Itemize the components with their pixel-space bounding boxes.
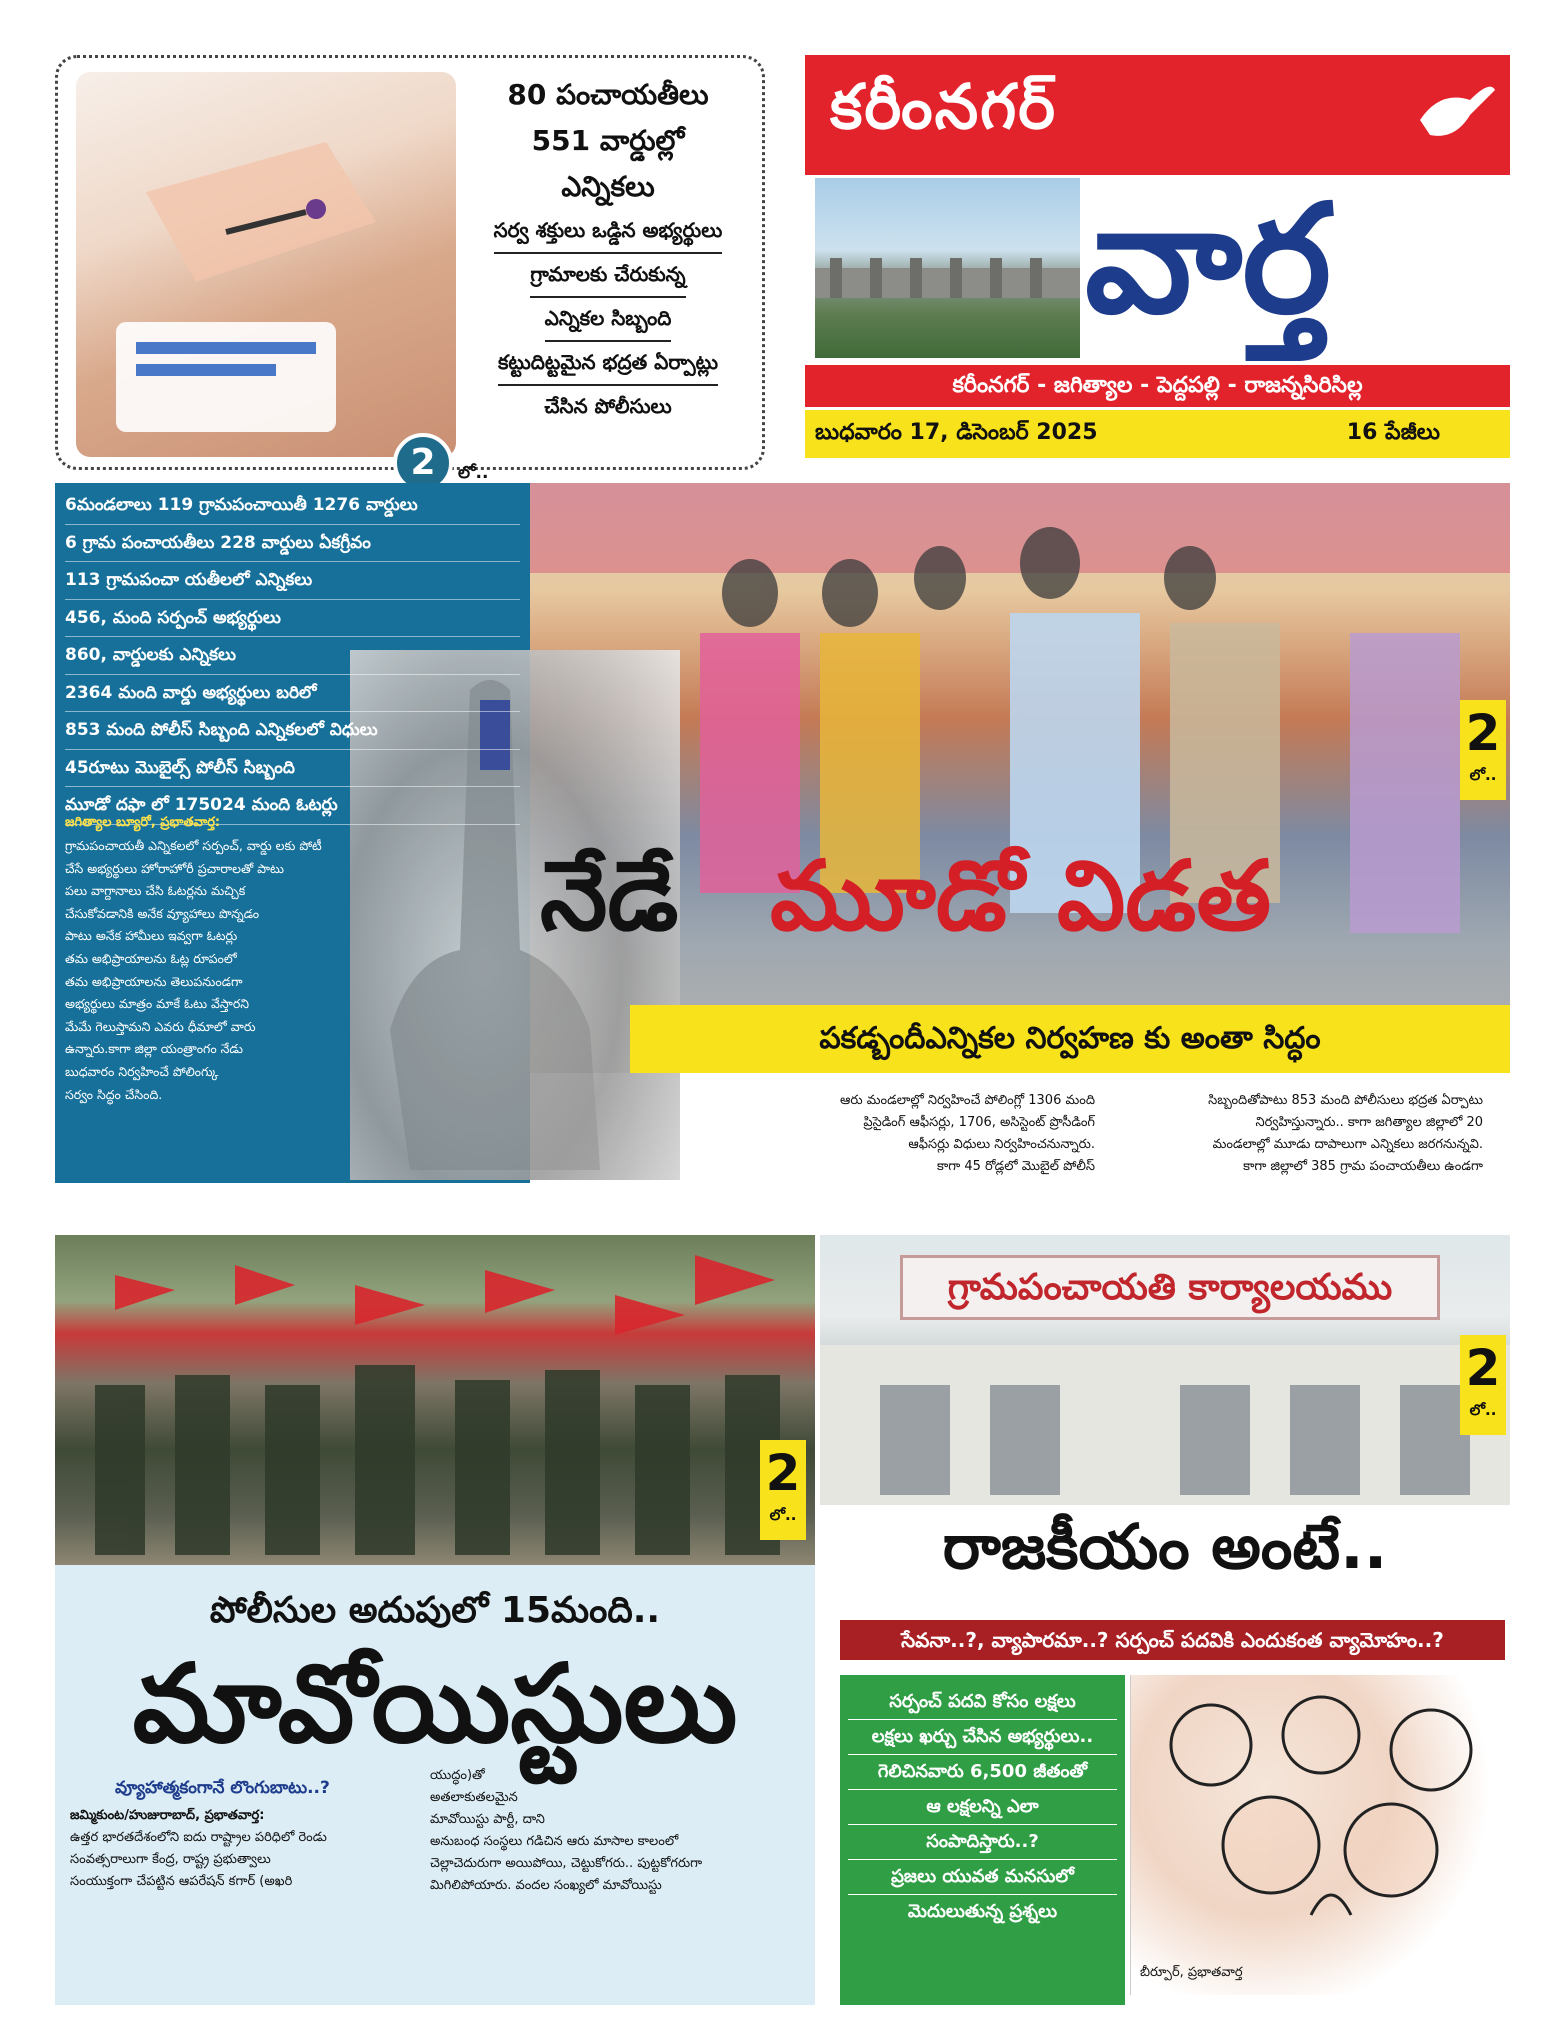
politicians-cartoon bbox=[1130, 1675, 1510, 1995]
green-line: లక్షలు ఖర్చు చేసిన అభ్యర్థులు.. bbox=[848, 1720, 1117, 1755]
stat-line: మూడో దఫా లో 175024 మంది ఓటర్లు bbox=[65, 787, 520, 825]
body-line: తమ అభిప్రాయాలను ఓట్ల రూపంలో bbox=[65, 950, 237, 966]
body-line: యుద్ధం)తో bbox=[430, 1768, 485, 1783]
stat-line: 2364 మంది వార్డు అభ్యర్థులు బరిలో bbox=[65, 675, 520, 713]
teaser-line: గ్రామాలకు చేరుకున్న bbox=[463, 254, 753, 298]
body-line: అతలాకుతలమైన bbox=[430, 1790, 518, 1805]
body-line: మిగిలిపోయారు. వందల సంఖ్యలో మావోయిస్టు bbox=[430, 1878, 662, 1893]
green-line: గెలిచినవారు 6,500 జీతంతో bbox=[848, 1755, 1117, 1790]
badge-number: 2 bbox=[1465, 704, 1501, 762]
politics-green-box bbox=[840, 1675, 1125, 2005]
body-line: చెల్లాచెదురుగా అయిపోయి, చెట్టుకోగరు.. పుట్టకోగరుగా bbox=[430, 1856, 703, 1871]
body-line: ఆరు మండలాల్లో నిర్వహించే పోలింగ్లో 1306 మంది bbox=[840, 1093, 1095, 1108]
teaser-line: ఎన్నికల సిబ్బంది bbox=[463, 298, 753, 342]
stat-line: 456, మంది సర్పంచ్ అభ్యర్థులు bbox=[65, 600, 520, 638]
body-line: సర్వం సిద్ధం చేసింది. bbox=[65, 1086, 163, 1102]
body-line: మావోయిస్టు పార్టీ, దాని bbox=[430, 1812, 545, 1827]
body-line: పలు వాగ్దానాలు చేసి ఓటర్లను మచ్చిక bbox=[65, 883, 246, 899]
politics-headline: రాజకీయం అంటే.. bbox=[942, 1510, 1388, 1583]
page-ref-label: లో.. bbox=[458, 463, 489, 483]
body-line: నిర్వహిస్తున్నారు.. కాగా జగిత్యాల జిల్లాలో 20 bbox=[1255, 1115, 1483, 1130]
stat-line: 860, వార్డులకు ఎన్నికలు bbox=[65, 637, 520, 675]
masthead-title: వార్త bbox=[1085, 173, 1332, 347]
body-line: సంవత్సరాలుగా కేంద్ర, రాష్ట్ర ప్రభుత్వాలు bbox=[70, 1852, 271, 1867]
body-line: ఉత్తర భారతదేశంలోని ఐదు రాష్ట్రాల పరిధిలో రెండు bbox=[70, 1830, 327, 1845]
teaser-line: ఎన్నికలు bbox=[561, 170, 655, 203]
body-line: బుధవారం నిర్వహించే పోలింగ్కు bbox=[65, 1063, 219, 1079]
stat-line: 853 మంది పోలీస్ సిబ్బంది ఎన్నికలలో విధులు bbox=[65, 712, 520, 750]
lead-column-1 bbox=[750, 1090, 1095, 1178]
body-line: ఆఫీసర్లు విధులు నిర్వహించనున్నారు. bbox=[908, 1137, 1095, 1152]
stat-line: 6 గ్రామ పంచాయతీలు 228 వార్డులు ఏకగ్రీవం bbox=[65, 525, 520, 563]
politics-subheadline: సేవనా..?, వ్యాపారమా..? సర్పంచ్ పదవికి ఎందుకంత వ్యామోహం..? bbox=[840, 1620, 1505, 1660]
body-line: చేసుకోవడానికి అనేక వ్యూహాలు పొన్నడం bbox=[65, 905, 260, 921]
green-line: ఆ లక్షలన్ని ఎలా bbox=[848, 1790, 1117, 1825]
body-line: సిబ్బందితోపాటు 853 మంది పోలీసులు భద్రత ఏర్పాటు bbox=[1208, 1093, 1483, 1108]
stat-line: 113 గ్రామపంచా యతీలలో ఎన్నికలు bbox=[65, 562, 520, 600]
page-ref-badge[interactable] bbox=[760, 1440, 806, 1540]
byline: జమ్మికుంట/హుజురాబాద్, ప్రభాతవార్త: bbox=[70, 1808, 265, 1823]
teaser-line: కట్టుదిట్టమైన భద్రత ఏర్పాట్లు bbox=[463, 342, 753, 386]
green-line: ప్రజలు యువత మనసులో bbox=[848, 1860, 1117, 1895]
maoist-subheadline: పోలీసుల అదుపులో 15మంది.. bbox=[209, 1590, 661, 1631]
body-line: తమ అభిప్రాయాలను తెలుపనుండగా bbox=[65, 973, 243, 989]
lead-headline-black: నేడే bbox=[540, 840, 679, 952]
badge-number: 2 bbox=[1465, 1339, 1501, 1397]
teaser-line: 551 వార్డుల్లో bbox=[531, 124, 685, 157]
teaser-line: చేసిన పోలీసులు bbox=[544, 394, 672, 418]
body-line: ప్రిసైడింగ్ ఆఫీసర్లు, 1706, అసిస్టెంట్ ప్రొసీడింగ్ bbox=[863, 1115, 1095, 1130]
masthead-districts: కరీంనగర్ - జగిత్యాల - పెద్దపల్లి - రాజన్నసిరిసిల్ల bbox=[805, 365, 1510, 407]
body-line: గ్రామపంచాయతీ ఎన్నికలలో సర్పంచ్, వార్డు లకు పోటీ bbox=[65, 838, 322, 853]
green-line: మెదులుతున్న ప్రశ్నలు bbox=[907, 1901, 1058, 1922]
stat-line: 6మండలాలు 119 గ్రామపంచాయితీ 1276 వార్డులు bbox=[65, 487, 520, 525]
voting-ink-photo bbox=[76, 72, 456, 457]
stat-line: 45రూటు మొబైల్స్ పోలీస్ సిబ్బంది bbox=[65, 750, 520, 788]
green-line: సర్పంచ్ పదవి కోసం లక్షలు bbox=[848, 1685, 1117, 1720]
badge-number: 2 bbox=[765, 1444, 801, 1502]
issue-date: బుధవారం 17, డిసెంబర్ 2025 bbox=[815, 420, 1098, 445]
teaser-line: సర్వ శక్తులు ఒడ్డిన అభ్యర్థులు bbox=[463, 210, 753, 254]
masthead-place-name: కరీంనగర్ bbox=[830, 70, 1058, 143]
inked-finger-illustration bbox=[76, 72, 456, 457]
maoist-photo bbox=[55, 1235, 815, 1565]
body-line: అభ్యర్థులు మాత్రం మాకే ఓటు వేస్తారని bbox=[65, 996, 250, 1012]
green-line: సంపాదిస్తారు..? bbox=[848, 1825, 1117, 1860]
page-count: 16 పేజీలు bbox=[1346, 420, 1440, 445]
teaser-text bbox=[463, 72, 753, 426]
badge-label: లో.. bbox=[769, 1506, 797, 1524]
lead-stats-list bbox=[65, 487, 520, 825]
body-line: చేసే అభ్యర్థులు హోరాహోరీ ప్రచారాలతో పాటు bbox=[65, 860, 284, 876]
lead-subheadline: పకడ్బందీఎన్నికల నిర్వహణ కు అంతా సిద్ధం bbox=[630, 1005, 1510, 1073]
page-ref-badge[interactable] bbox=[1460, 1335, 1506, 1435]
page-ref-badge[interactable]: 2 bbox=[393, 433, 453, 493]
masthead-dateline bbox=[805, 410, 1510, 458]
body-line: సంయుక్తంగా చేపట్టిన ఆపరేషన్ కగార్ (అఖరి bbox=[70, 1874, 293, 1889]
body-line: కాగా జిల్లాలో 385 గ్రామ పంచాయతీలు ఉండగా bbox=[1243, 1159, 1483, 1174]
lead-headline-red: మూడో విడత bbox=[770, 840, 1272, 952]
maoist-column-1 bbox=[70, 1805, 420, 1893]
cartoon-credit: బీర్పూర్, ప్రభాతవార్త bbox=[1140, 1965, 1243, 1980]
lead-body-blue bbox=[65, 835, 335, 1106]
dove-icon bbox=[1410, 70, 1500, 164]
lead-column-2 bbox=[1118, 1090, 1483, 1178]
page-ref-badge[interactable] bbox=[1460, 700, 1506, 800]
dam-photo bbox=[815, 178, 1080, 358]
body-line: కాగా 45 రోడ్లలో మొబైల్ పోలీస్ bbox=[936, 1159, 1095, 1174]
badge-label: లో.. bbox=[1469, 766, 1497, 784]
body-line: మండలాల్లో మూడు దాపాలుగా ఎన్నికలు జరగనున్నవి. bbox=[1212, 1137, 1483, 1152]
lead-byline: జగిత్యాల బ్యూరో, ప్రభాతవార్త: bbox=[65, 815, 221, 830]
badge-label: లో.. bbox=[1469, 1401, 1497, 1419]
office-signboard: గ్రామపంచాయతి కార్యాలయము bbox=[900, 1255, 1440, 1320]
maoist-headline: మావోయిస్టులు bbox=[132, 1642, 738, 1767]
maoist-kicker: వ్యూహాత్మకంగానే లొంగుబాటు..? bbox=[115, 1778, 330, 1798]
maoist-column-2 bbox=[430, 1765, 800, 1897]
body-line: పాటు అనేక హామీలు ఇవ్వగా ఓటర్లు bbox=[65, 928, 238, 944]
teaser-line: 80 పంచాయతీలు bbox=[507, 78, 709, 111]
body-line: ఉన్నారు.కాగా జిల్లా యంత్రాంగం నేడు bbox=[65, 1041, 243, 1057]
body-line: అనుబంధ సంస్థలు గడిచిన ఆరు మాసాల కాలంలో bbox=[430, 1834, 679, 1849]
body-line: మేమే గెలుస్తామని ఎవరు ధీమాలో వారు bbox=[65, 1018, 256, 1034]
top-teaser-box bbox=[55, 55, 765, 483]
